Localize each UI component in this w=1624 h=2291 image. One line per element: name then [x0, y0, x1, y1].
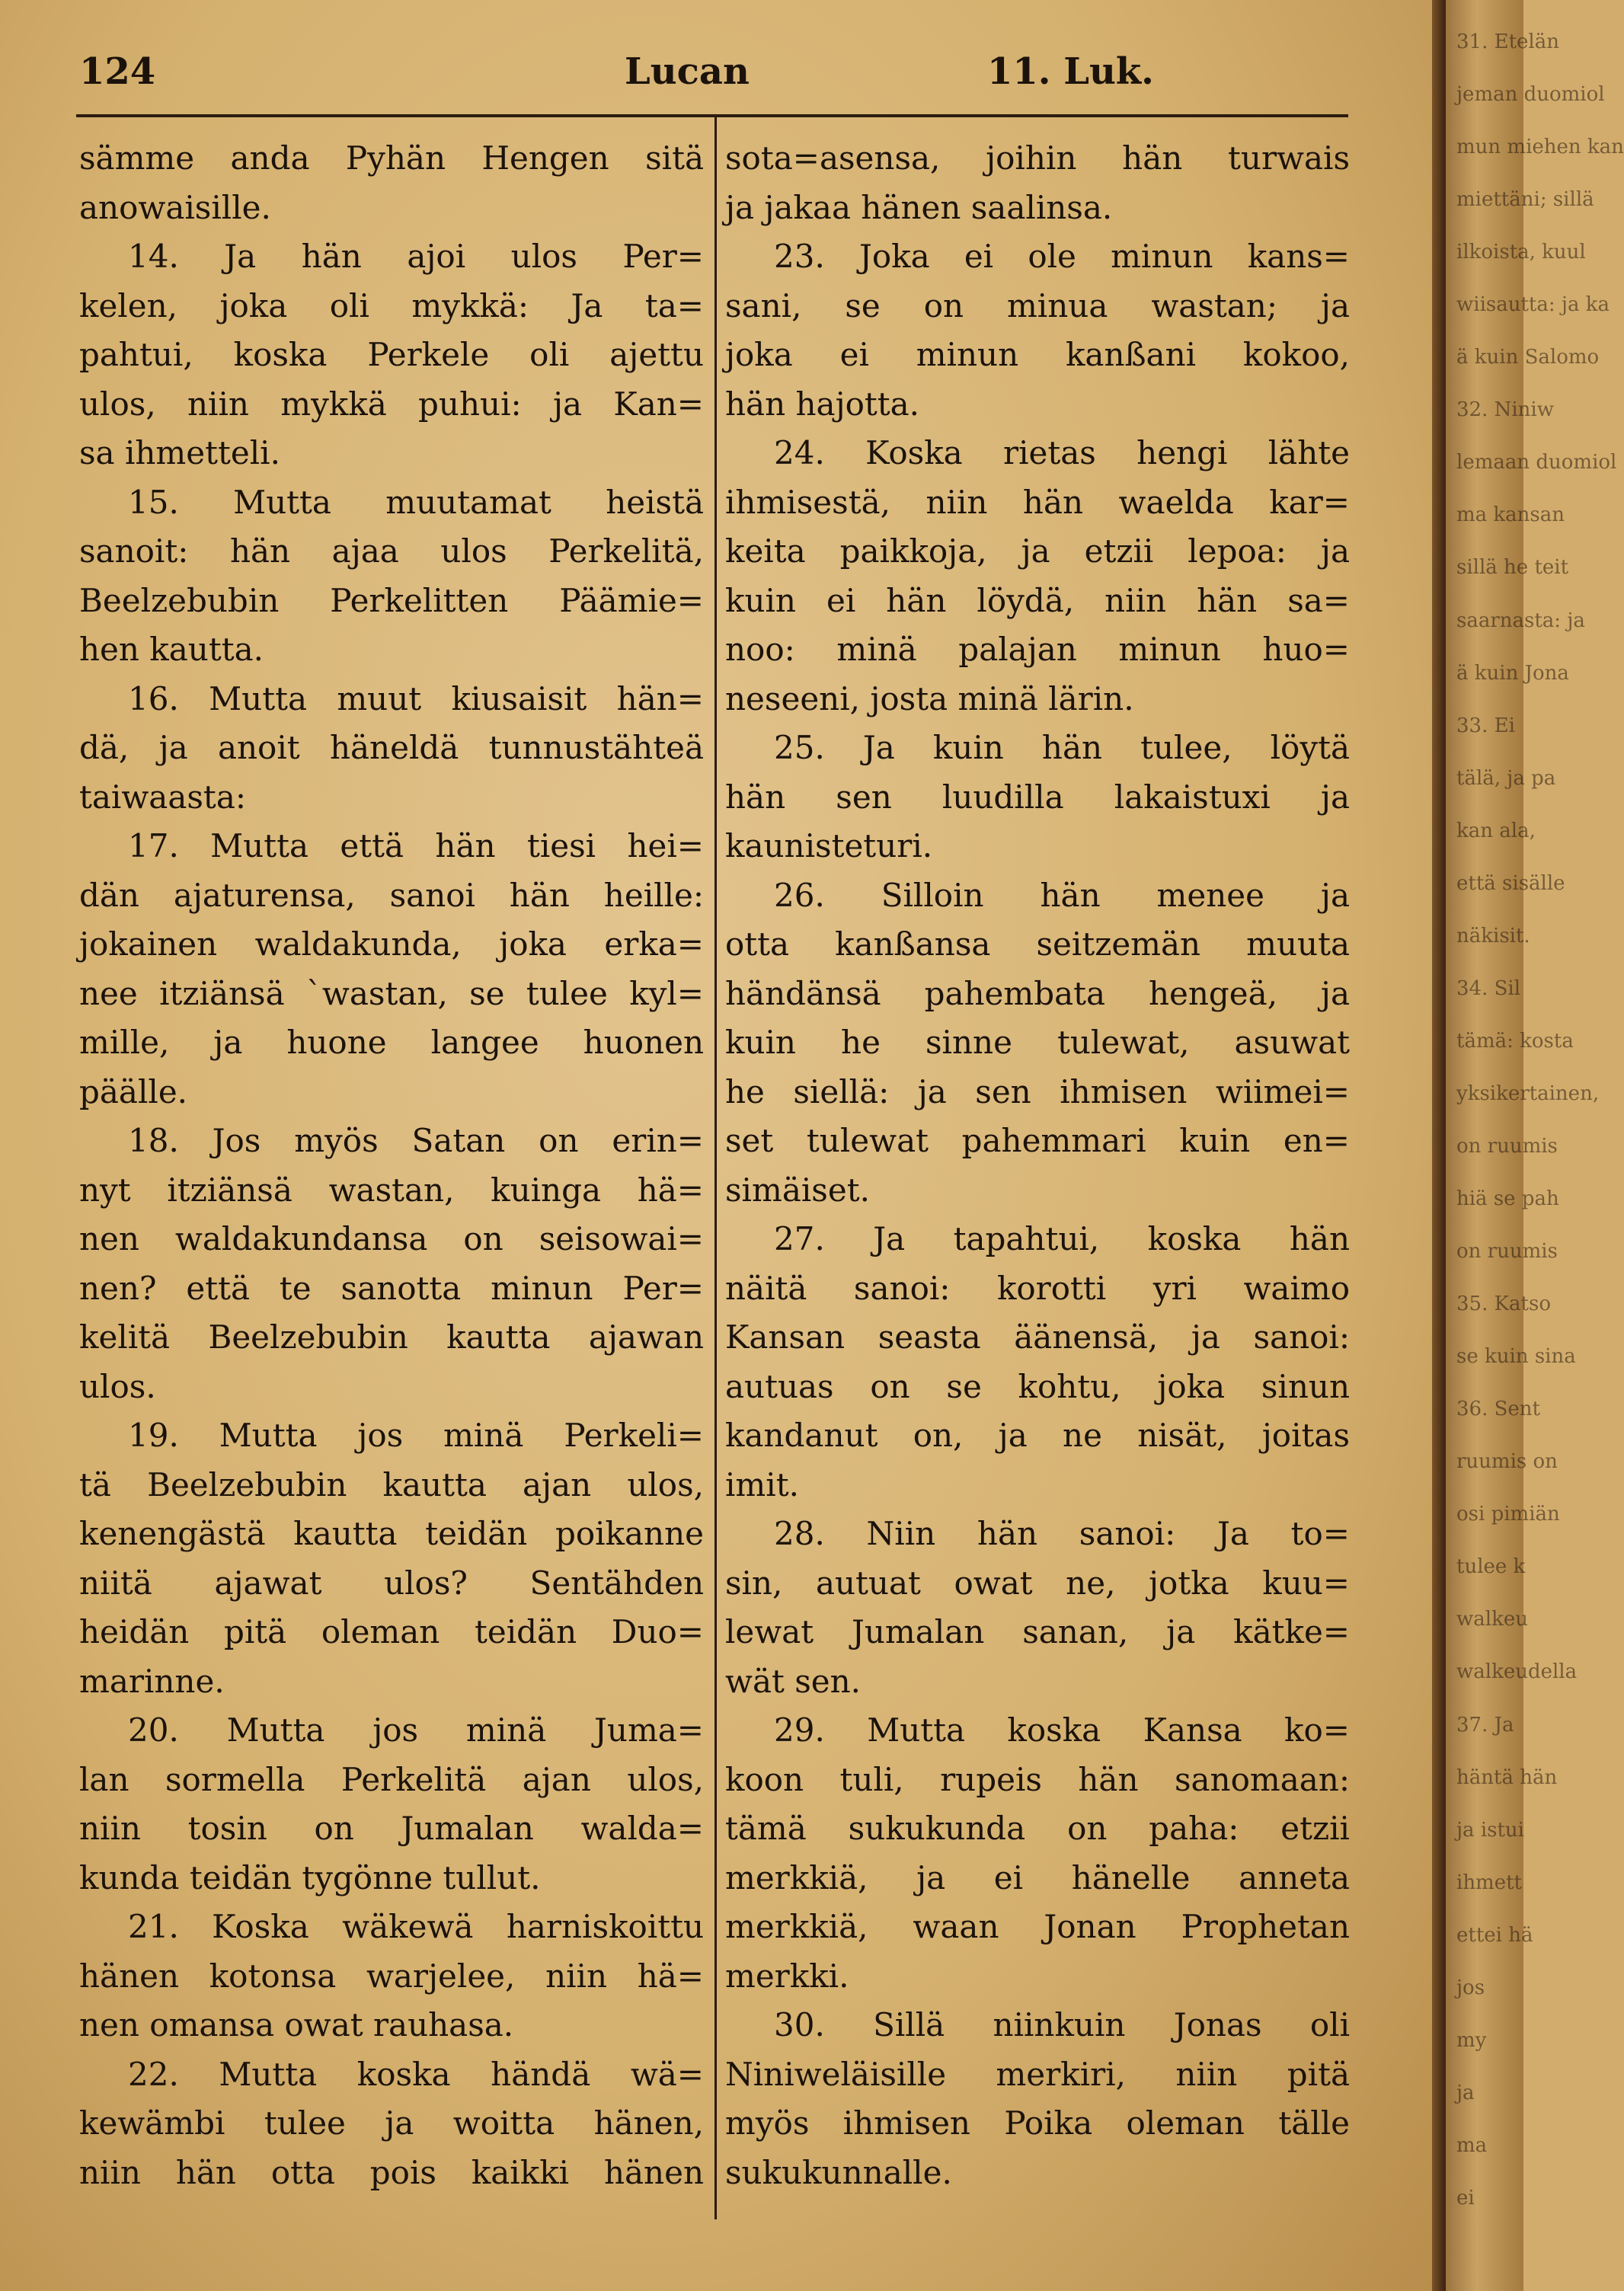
text-line: päälle. [79, 1072, 188, 1110]
left-column [79, 134, 704, 2197]
text-line: 25. Ja kuin hän tulee, löytä [774, 729, 1350, 766]
text-line: näitä sanoi: korotti yri waimo [725, 1269, 1350, 1307]
text-line: ulos, niin mykkä puhui: ja Kan= [79, 385, 704, 423]
text-line: nen? että te sanotta minun Per= [79, 1269, 704, 1307]
text-line: sin, autuat owat ne, jotka kuu= [725, 1564, 1350, 1602]
text-line: jokainen waldakunda, joka erka= [79, 925, 704, 963]
facing-page-text-fragment: walkeu [1456, 1608, 1528, 1631]
chapter-reference: 11. Luk. [987, 50, 1154, 93]
text-line: hänen kotonsa warjelee, niin hä= [79, 1957, 704, 1995]
facing-page-text-fragment: ruumis on [1456, 1450, 1558, 1474]
running-title: Lucan [625, 50, 750, 93]
text-line: 18. Jos myös Satan on erin= [128, 1122, 704, 1159]
facing-page-text-fragment: 34. Sil [1456, 976, 1521, 1000]
text-line: set tulewat pahemmari kuin en= [725, 1122, 1350, 1159]
text-line: kelitä Beelzebubin kautta ajawan [79, 1318, 704, 1356]
text-line: dän ajaturensa, sanoi hän heille: [79, 876, 704, 914]
facing-page-text-fragment: lemaan duomiol [1456, 451, 1617, 474]
text-line: hän sen luudilla lakaistuxi ja [725, 778, 1350, 816]
text-line: 24. Koska rietas hengi lähte [774, 434, 1350, 471]
text-line: 17. Mutta että hän tiesi hei= [128, 827, 704, 864]
facing-page-text-fragment: 31. Etelän [1456, 30, 1559, 53]
text-line: kandanut on, ja ne nisät, joitas [725, 1417, 1350, 1454]
facing-page-text-fragment: yksikertainen, [1456, 1082, 1600, 1105]
text-line: nen omansa owat rauhasa. [79, 2006, 514, 2043]
facing-page-text-fragment: jos [1456, 1976, 1485, 1999]
text-line: 30. Sillä niinkuin Jonas oli [774, 2006, 1350, 2043]
text-line: neseeni, josta minä lärin. [725, 679, 1134, 717]
text-line: nen waldakundansa on seisowai= [79, 1220, 704, 1257]
text-line: 16. Mutta muut kiusaisit hän= [128, 679, 704, 717]
text-line: 22. Mutta koska händä wä= [128, 2055, 704, 2093]
text-line: Kansan seasta äänensä, ja sanoi: [725, 1318, 1350, 1356]
text-line: 28. Niin hän sanoi: Ja to= [774, 1515, 1350, 1552]
text-line: hen kautta. [79, 631, 264, 668]
text-line: hän hajotta. [725, 385, 920, 423]
facing-page-text-fragment: on ruumis [1456, 1135, 1558, 1158]
text-line: myös ihmisen Poika oleman tälle [725, 2104, 1350, 2142]
facing-page-text-fragment: osi pimiän [1456, 1503, 1560, 1526]
text-line: Beelzebubin Perkelitten Päämie= [79, 581, 704, 619]
text-line: kaunisteturi. [725, 827, 933, 864]
facing-page-text-fragment: 35. Katso [1456, 1292, 1551, 1316]
facing-page-text-fragment: häntä hän [1456, 1765, 1558, 1789]
text-line: sukukunnalle. [725, 2153, 952, 2191]
facing-page-text-fragment: että sisälle [1456, 871, 1565, 895]
text-line: 19. Mutta jos minä Perkeli= [128, 1417, 704, 1454]
facing-page-text-fragment: hiä se pah [1456, 1187, 1559, 1211]
text-line: dä, ja anoit häneldä tunnustähteä [79, 729, 704, 766]
text-line: sanoit: hän ajaa ulos Perkelitä, [79, 532, 704, 570]
facing-page-text-fragment: tulee k [1456, 1555, 1526, 1579]
text-line: Niniweläisille merkiri, niin pitä [725, 2055, 1350, 2093]
right-column [725, 134, 1350, 2197]
text-line: lan sormella Perkelitä ajan ulos, [79, 1760, 704, 1798]
text-line: sämme anda Pyhän Hengen sitä [79, 139, 704, 177]
text-line: otta kanßansa seitzemän muuta [725, 925, 1350, 963]
facing-page-text-fragment: se kuin sina [1456, 1345, 1576, 1369]
text-line: taiwaasta: [79, 778, 247, 816]
facing-page-text-fragment: on ruumis [1456, 1240, 1558, 1264]
page-number: 124 [79, 50, 156, 93]
facing-page-text-fragment: saarnasta: ja [1456, 609, 1585, 632]
facing-page-text-fragment: 32. Niniw [1456, 398, 1554, 422]
facing-page-text-fragment: my [1456, 2028, 1487, 2052]
facing-page-text-fragment: miettäni; sillä [1456, 188, 1594, 212]
text-line: kelen, joka oli mykkä: Ja ta= [79, 286, 704, 324]
facing-page-text-fragment: jeman duomiol [1456, 83, 1605, 107]
text-line: keita paikkoja, ja etzii lepoa: ja [725, 532, 1350, 570]
book-gutter [1432, 0, 1446, 2291]
facing-page-text-fragment: ma kansan [1456, 503, 1565, 527]
text-line: mille, ja huone langee huonen [79, 1024, 704, 1061]
text-line: sani, se on minua wastan; ja [725, 286, 1350, 324]
text-line: merkkiä, ja ei hänelle anneta [725, 1858, 1350, 1896]
text-line: 29. Mutta koska Kansa ko= [774, 1711, 1350, 1749]
text-line: 20. Mutta jos minä Juma= [128, 1711, 704, 1749]
text-line: pahtui, koska Perkele oli ajettu [79, 336, 704, 373]
header-rule [76, 114, 1348, 117]
facing-page-text-fragment: 37. Ja [1456, 1713, 1514, 1737]
facing-page-text-fragment: ä kuin Jona [1456, 661, 1569, 685]
text-line: joka ei minun kanßani kokoo, [725, 336, 1350, 373]
facing-page-text-fragment: ä kuin Salomo [1456, 346, 1600, 369]
facing-page-text-fragment: ja [1456, 2081, 1475, 2104]
facing-page-text-fragment: tämä: kosta [1456, 1029, 1574, 1053]
facing-page-text-fragment: walkeudella [1456, 1660, 1578, 1684]
text-line: kenengästä kautta teidän poikanne [79, 1515, 704, 1552]
facing-page-text-fragment: tälä, ja pa [1456, 766, 1556, 790]
text-line: niin hän otta pois kaikki hänen [79, 2153, 704, 2191]
text-line: sota=asensa, joihin hän turwais [725, 139, 1350, 177]
facing-page-text-fragment: 36. Sent [1456, 1398, 1541, 1421]
text-line: simäiset. [725, 1171, 870, 1209]
text-line: kuin he sinne tulewat, asuwat [725, 1024, 1350, 1061]
facing-page-text-fragment: ettei hä [1456, 1923, 1533, 1947]
text-line: autuas on se kohtu, joka sinun [725, 1367, 1350, 1405]
facing-page-text-fragment: ja istui [1456, 1818, 1524, 1842]
text-line: marinne. [79, 1662, 225, 1700]
text-line: kewämbi tulee ja woitta hänen, [79, 2104, 704, 2142]
text-line: ulos. [79, 1367, 156, 1405]
text-line: 23. Joka ei ole minun kans= [774, 238, 1350, 275]
text-line: kuin ei hän löydä, niin hän sa= [725, 581, 1350, 619]
text-line: imit. [725, 1465, 799, 1503]
facing-page-text-fragment: kan ala, [1456, 819, 1536, 842]
text-line: heidän pitä oleman teidän Duo= [79, 1613, 704, 1650]
text-line: merkki. [725, 1957, 849, 1995]
text-line: 26. Silloin hän menee ja [774, 876, 1350, 914]
text-line: 27. Ja tapahtui, koska hän [774, 1220, 1350, 1257]
page-header [0, 50, 1432, 104]
facing-page-edge [1446, 0, 1624, 2291]
text-line: he siellä: ja sen ihmisen wiimei= [725, 1072, 1350, 1110]
text-line: niin tosin on Jumalan walda= [79, 1810, 704, 1847]
text-line: merkkiä, waan Jonan Prophetan [725, 1908, 1350, 1945]
facing-page-text-fragment: 33. Ei [1456, 714, 1515, 737]
text-line: wät sen. [725, 1662, 862, 1700]
text-line: niitä ajawat ulos? Sentähden [79, 1564, 704, 1602]
facing-page-text-fragment: ei [1456, 2186, 1475, 2210]
facing-page-text-fragment: mun miehen kan [1456, 136, 1624, 159]
text-line: tä Beelzebubin kautta ajan ulos, [79, 1465, 704, 1503]
text-line: lewat Jumalan sanan, ja kätke= [725, 1613, 1350, 1650]
text-line: händänsä pahembata hengeä, ja [725, 974, 1350, 1012]
text-line: 21. Koska wäkewä harniskoittu [128, 1908, 704, 1945]
facing-page-text-fragment: ma [1456, 2133, 1488, 2157]
text-line: kunda teidän tygönne tullut. [79, 1858, 541, 1896]
facing-page-text-fragment: ihmett [1456, 1871, 1522, 1894]
facing-page-text-fragment: sillä he teit [1456, 556, 1569, 580]
text-line: koon tuli, rupeis hän sanomaan: [725, 1760, 1350, 1798]
text-line: nee itziänsä `wastan, se tulee kyl= [79, 974, 704, 1012]
text-line: 14. Ja hän ajoi ulos Per= [128, 238, 704, 275]
column-divider [714, 117, 717, 2219]
facing-page-text-fragment: ilkoista, kuul [1456, 241, 1586, 264]
facing-page-text-fragment: wiisautta: ja ka [1456, 293, 1610, 317]
text-line: nyt itziänsä wastan, kuinga hä= [79, 1171, 704, 1209]
facing-page-text-fragment: näkisit. [1456, 924, 1530, 947]
text-line: tämä sukukunda on paha: etzii [725, 1810, 1350, 1847]
text-line: ihmisestä, niin hän waelda kar= [725, 483, 1350, 521]
text-line: 15. Mutta muutamat heistä [128, 483, 704, 521]
text-line: anowaisille. [79, 188, 271, 226]
text-line: noo: minä palajan minun huo= [725, 631, 1350, 668]
text-line: sa ihmetteli. [79, 434, 280, 471]
text-line: ja jakaa hänen saalinsa. [725, 188, 1113, 226]
